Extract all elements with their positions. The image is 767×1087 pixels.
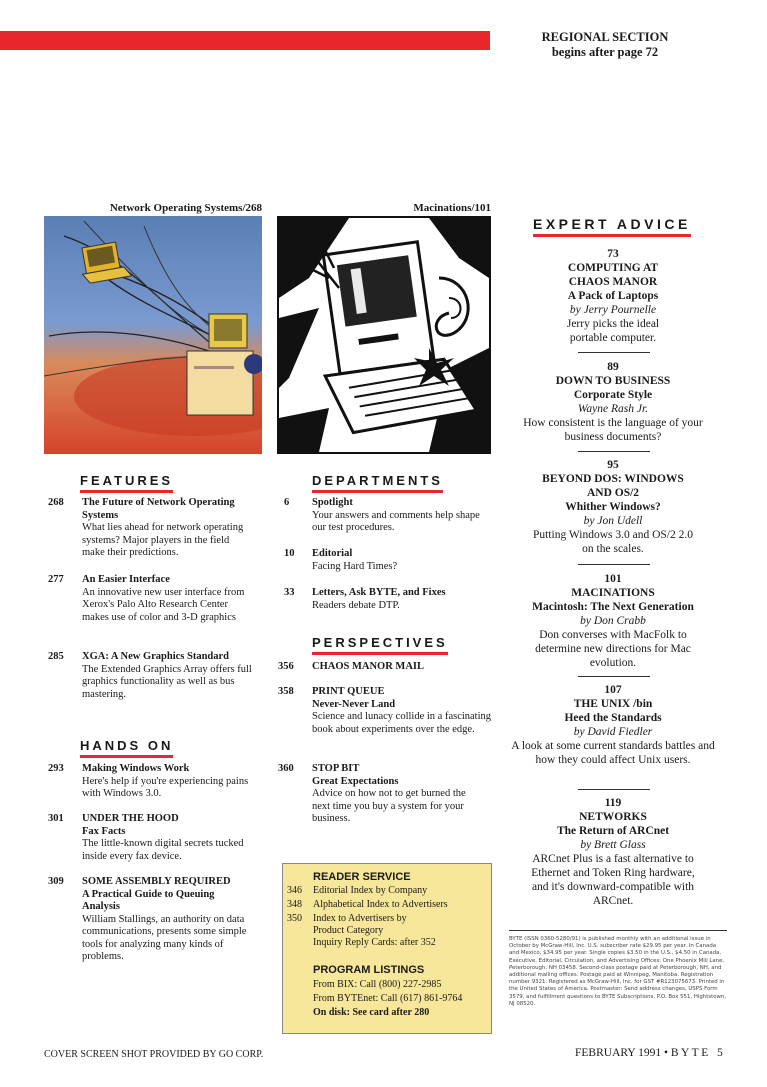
perspectives-heading: PERSPECTIVES: [312, 634, 448, 655]
divider: [578, 564, 650, 565]
reader-service-item[interactable]: 346 Editorial Index by Company: [287, 885, 428, 896]
expert-advice-item[interactable]: 101 MACINATIONS Macintosh: The Next Generation by Don Crabb Don converses with MacFolk to determine new directions for Mac evolution.: [532, 573, 694, 669]
departments-heading: DEPARTMENTS: [312, 472, 443, 493]
network-illustration: [44, 216, 262, 454]
reader-service-item[interactable]: 350 Index to Advertisers by Product Category: [287, 913, 407, 936]
program-listings-heading: PROGRAM LISTINGS: [313, 964, 425, 976]
bix-listing[interactable]: From BIX: Call (800) 227-2985: [313, 979, 442, 990]
cover-credit: COVER SCREEN SHOT PROVIDED BY GO CORP.: [44, 1049, 264, 1060]
divider: [578, 676, 650, 677]
macinations-illustration: [277, 216, 491, 454]
caption-macinations: Macinations/101: [413, 202, 491, 214]
expert-advice-heading: EXPERT ADVICE: [508, 216, 718, 237]
reader-service-heading: READER SERVICE: [313, 871, 411, 883]
reader-service-item[interactable]: 348 Alphabetical Index to Advertisers: [287, 899, 448, 910]
regional-section-note: REGIONAL SECTION begins after page 72: [541, 30, 669, 59]
page-footer: FEBRUARY 1991 • B Y T E 5: [575, 1047, 723, 1059]
expert-advice-item[interactable]: 89 DOWN TO BUSINESS Corporate Style Wayne Rash Jr. How consistent is the language of your business documents?: [523, 361, 703, 443]
publication-fine-print: BYTE (ISSN 0360-5280/91) is published monthly with an additional issue in October by McGraw-Hill, Inc. U.S. subscriber rate $29.95 per year. In Canada and Mexico, $34.95 per year. Single copies $3.50 in the U.S., $4.50 in Canada. Executive, Editorial, Circulation, and Advertising Offices: One Phoenix Mill Lane, Peterborough, NH 03458. Second-class postage paid at Peterborough, NH, and additional mailing offices. Postage paid at Winnipeg, Manitoba. Registration number 9321. Registered as McGraw-Hill, Inc. for GST #R123075673. Printed in the United States of America. Postmaster: Send address changes, USPS Form 3579, and fulfillment questions to BYTE Subscriptions, P.O. Box 551, Hightstown, NJ 08520.: [509, 936, 727, 1007]
divider: [578, 451, 650, 452]
caption-network-os: Network Operating Systems/268: [109, 202, 262, 214]
features-heading: FEATURES: [80, 472, 173, 493]
divider: [578, 789, 650, 790]
fine-print-rule: [509, 930, 727, 931]
expert-advice-item[interactable]: 107 THE UNIX /bin Heed the Standards by David Fiedler A look at some current standards battles and how they could affect Unix users.: [511, 684, 715, 766]
expert-advice-item[interactable]: 73 COMPUTING AT CHAOS MANOR A Pack of Laptops by Jerry Pournelle Jerry picks the ideal portable computer.: [566, 248, 660, 344]
inquiry-cards[interactable]: Inquiry Reply Cards: after 352: [313, 937, 436, 948]
reader-service-box: [282, 863, 492, 1034]
hands-on-heading: HANDS ON: [80, 737, 173, 758]
divider: [578, 352, 650, 353]
bytenet-listing[interactable]: From BYTEnet: Call (617) 861-9764: [313, 993, 463, 1004]
disk-listing[interactable]: On disk: See card after 280: [313, 1007, 430, 1018]
expert-advice-item[interactable]: 95 BEYOND DOS: WINDOWS AND OS/2 Whither Windows? by Jon Udell Putting Windows 3.0 and OS/2 2.0 on the scales.: [532, 459, 694, 555]
expert-advice-item[interactable]: 119 NETWORKS The Return of ARCnet by Brett Glass ARCnet Plus is a fast alternative to Ethernet and Token Ring hardware, and it's downward-compatible with ARCnet.: [531, 797, 695, 907]
red-header-bar: [0, 31, 490, 50]
